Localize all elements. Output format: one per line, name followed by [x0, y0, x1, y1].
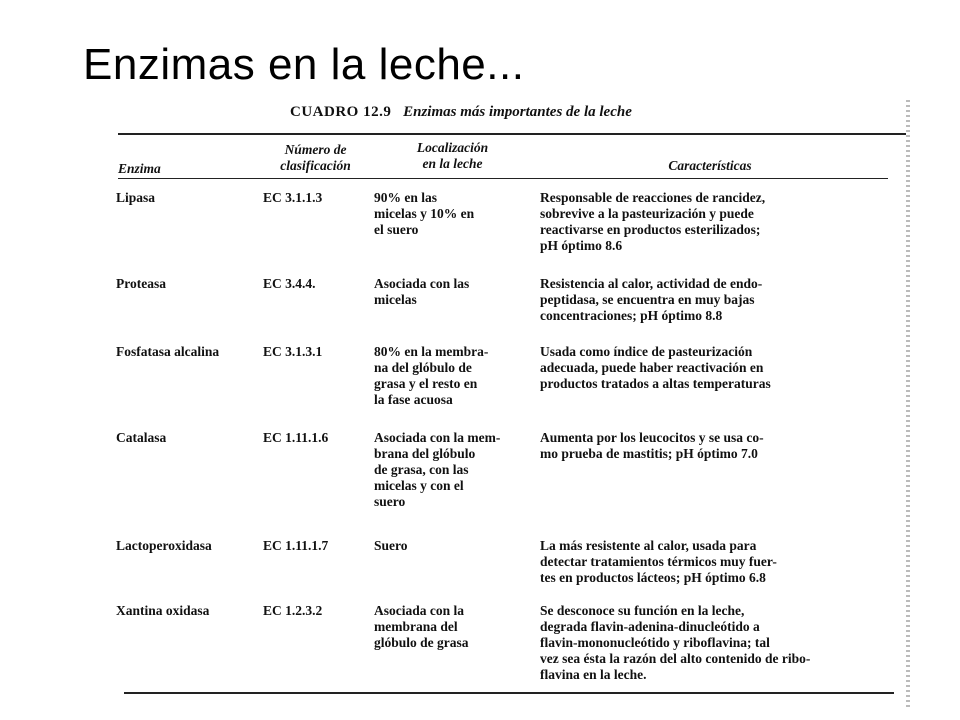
characteristics-cell-line: vez sea ésta la razón del alto contenido de ribo- — [540, 651, 811, 666]
location-cell-line: 80% en la membra- — [374, 344, 489, 359]
header-classification-line: Número de — [284, 142, 347, 157]
characteristics-cell-line: mo prueba de mastitis; pH óptimo 7.0 — [540, 446, 758, 461]
ec-number-cell: EC 1.11.1.7 — [263, 538, 329, 553]
location-cell-line: glóbulo de grasa — [374, 635, 469, 650]
location-cell — [374, 344, 488, 408]
enzyme-name-cell: Proteasa — [116, 276, 166, 291]
location-cell-line: micelas y 10% en — [374, 206, 475, 221]
enzyme-name-cell: Lactoperoxidasa — [116, 538, 212, 553]
characteristics-cell-line: flavin-mononucleótido y riboflavina; tal — [540, 635, 770, 650]
scanned-table — [110, 100, 910, 710]
enzyme-name-cell: Fosfatasa alcalina — [116, 344, 220, 359]
characteristics-cell-line: degrada flavin-adenina-dinucleótido a — [540, 619, 760, 634]
header-classification — [258, 142, 373, 174]
characteristics-cell — [540, 276, 762, 324]
location-cell-line: brana del glóbulo — [374, 446, 476, 461]
location-cell — [374, 276, 469, 308]
characteristics-cell — [540, 603, 810, 683]
location-cell-line: micelas y con el — [374, 478, 464, 493]
location-cell-line: Asociada con las — [374, 276, 470, 291]
characteristics-cell-line: sobrevive a la pasteurización y puede — [540, 206, 754, 221]
location-cell-line: Asociada con la — [374, 603, 465, 618]
location-cell-line: micelas — [374, 292, 417, 307]
location-cell-line: Asociada con la mem- — [374, 430, 501, 445]
characteristics-cell-line: reactivarse en productos esterilizados; — [540, 222, 761, 237]
characteristics-cell-line: detectar tratamientos térmicos muy fuer- — [540, 554, 777, 569]
header-location — [390, 140, 515, 172]
characteristics-cell-line: productos tratados a altas temperaturas — [540, 376, 771, 391]
location-cell-line: membrana del — [374, 619, 458, 634]
location-cell-line: de grasa, con las — [374, 462, 469, 477]
location-cell-line: grasa y el resto en — [374, 376, 478, 391]
location-cell — [374, 603, 469, 651]
header-rule — [118, 178, 888, 179]
location-cell-line: 90% en las — [374, 190, 438, 205]
location-cell — [374, 430, 500, 510]
slide-title: Enzimas en la leche... — [83, 40, 525, 89]
characteristics-cell — [540, 538, 777, 586]
header-classification-line: clasificación — [280, 158, 351, 173]
caption-number: CUADRO 12.9 — [290, 104, 392, 120]
characteristics-cell-line: tes en productos lácteos; pH óptimo 6.8 — [540, 570, 766, 585]
ec-number-cell: EC 3.1.3.1 — [263, 344, 323, 359]
bottom-rule — [124, 692, 894, 694]
characteristics-cell-line: La más resistente al calor, usada para — [540, 538, 757, 553]
location-cell-line: Suero — [374, 538, 408, 553]
characteristics-cell-line: Resistencia al calor, actividad de endo- — [540, 276, 763, 291]
characteristics-cell — [540, 344, 771, 392]
location-cell-line: na del glóbulo de — [374, 360, 472, 375]
location-cell — [374, 190, 474, 238]
enzyme-name-cell: Catalasa — [116, 430, 167, 445]
characteristics-cell-line: flavina en la leche. — [540, 667, 647, 682]
location-cell-line: el suero — [374, 222, 419, 237]
header-characteristics: Características — [668, 158, 752, 173]
header-location-line: Localización — [416, 140, 489, 155]
ec-number-cell: EC 1.2.3.2 — [263, 603, 323, 618]
location-cell-line: la fase acuosa — [374, 392, 453, 407]
characteristics-cell — [540, 430, 764, 462]
characteristics-cell-line: pH óptimo 8.6 — [540, 238, 623, 253]
location-cell-line: suero — [374, 494, 406, 509]
header-enzyme: Enzima — [118, 161, 161, 176]
characteristics-cell-line: peptidasa, se encuentra en muy bajas — [540, 292, 755, 307]
ec-number-cell: EC 3.1.1.3 — [263, 190, 323, 205]
characteristics-cell-line: adecuada, puede haber reactivación en — [540, 360, 764, 375]
enzyme-name-cell: Xantina oxidasa — [116, 603, 210, 618]
caption-title: Enzimas más importantes de la leche — [403, 104, 632, 120]
table-caption — [290, 104, 632, 121]
ec-number-cell: EC 3.4.4. — [263, 276, 316, 291]
header-location-line: en la leche — [422, 156, 483, 171]
characteristics-cell-line: Aumenta por los leucocitos y se usa co- — [540, 430, 764, 445]
page-edge — [906, 100, 910, 710]
ec-number-cell: EC 1.11.1.6 — [263, 430, 329, 445]
characteristics-cell — [540, 190, 765, 254]
characteristics-cell-line: Se desconoce su función en la leche, — [540, 603, 745, 618]
characteristics-cell-line: concentraciones; pH óptimo 8.8 — [540, 308, 723, 323]
top-rule — [118, 133, 906, 135]
location-cell — [374, 538, 408, 554]
enzyme-name-cell: Lipasa — [116, 190, 156, 205]
characteristics-cell-line: Usada como índice de pasteurización — [540, 344, 753, 359]
characteristics-cell-line: Responsable de reacciones de rancidez, — [540, 190, 766, 205]
